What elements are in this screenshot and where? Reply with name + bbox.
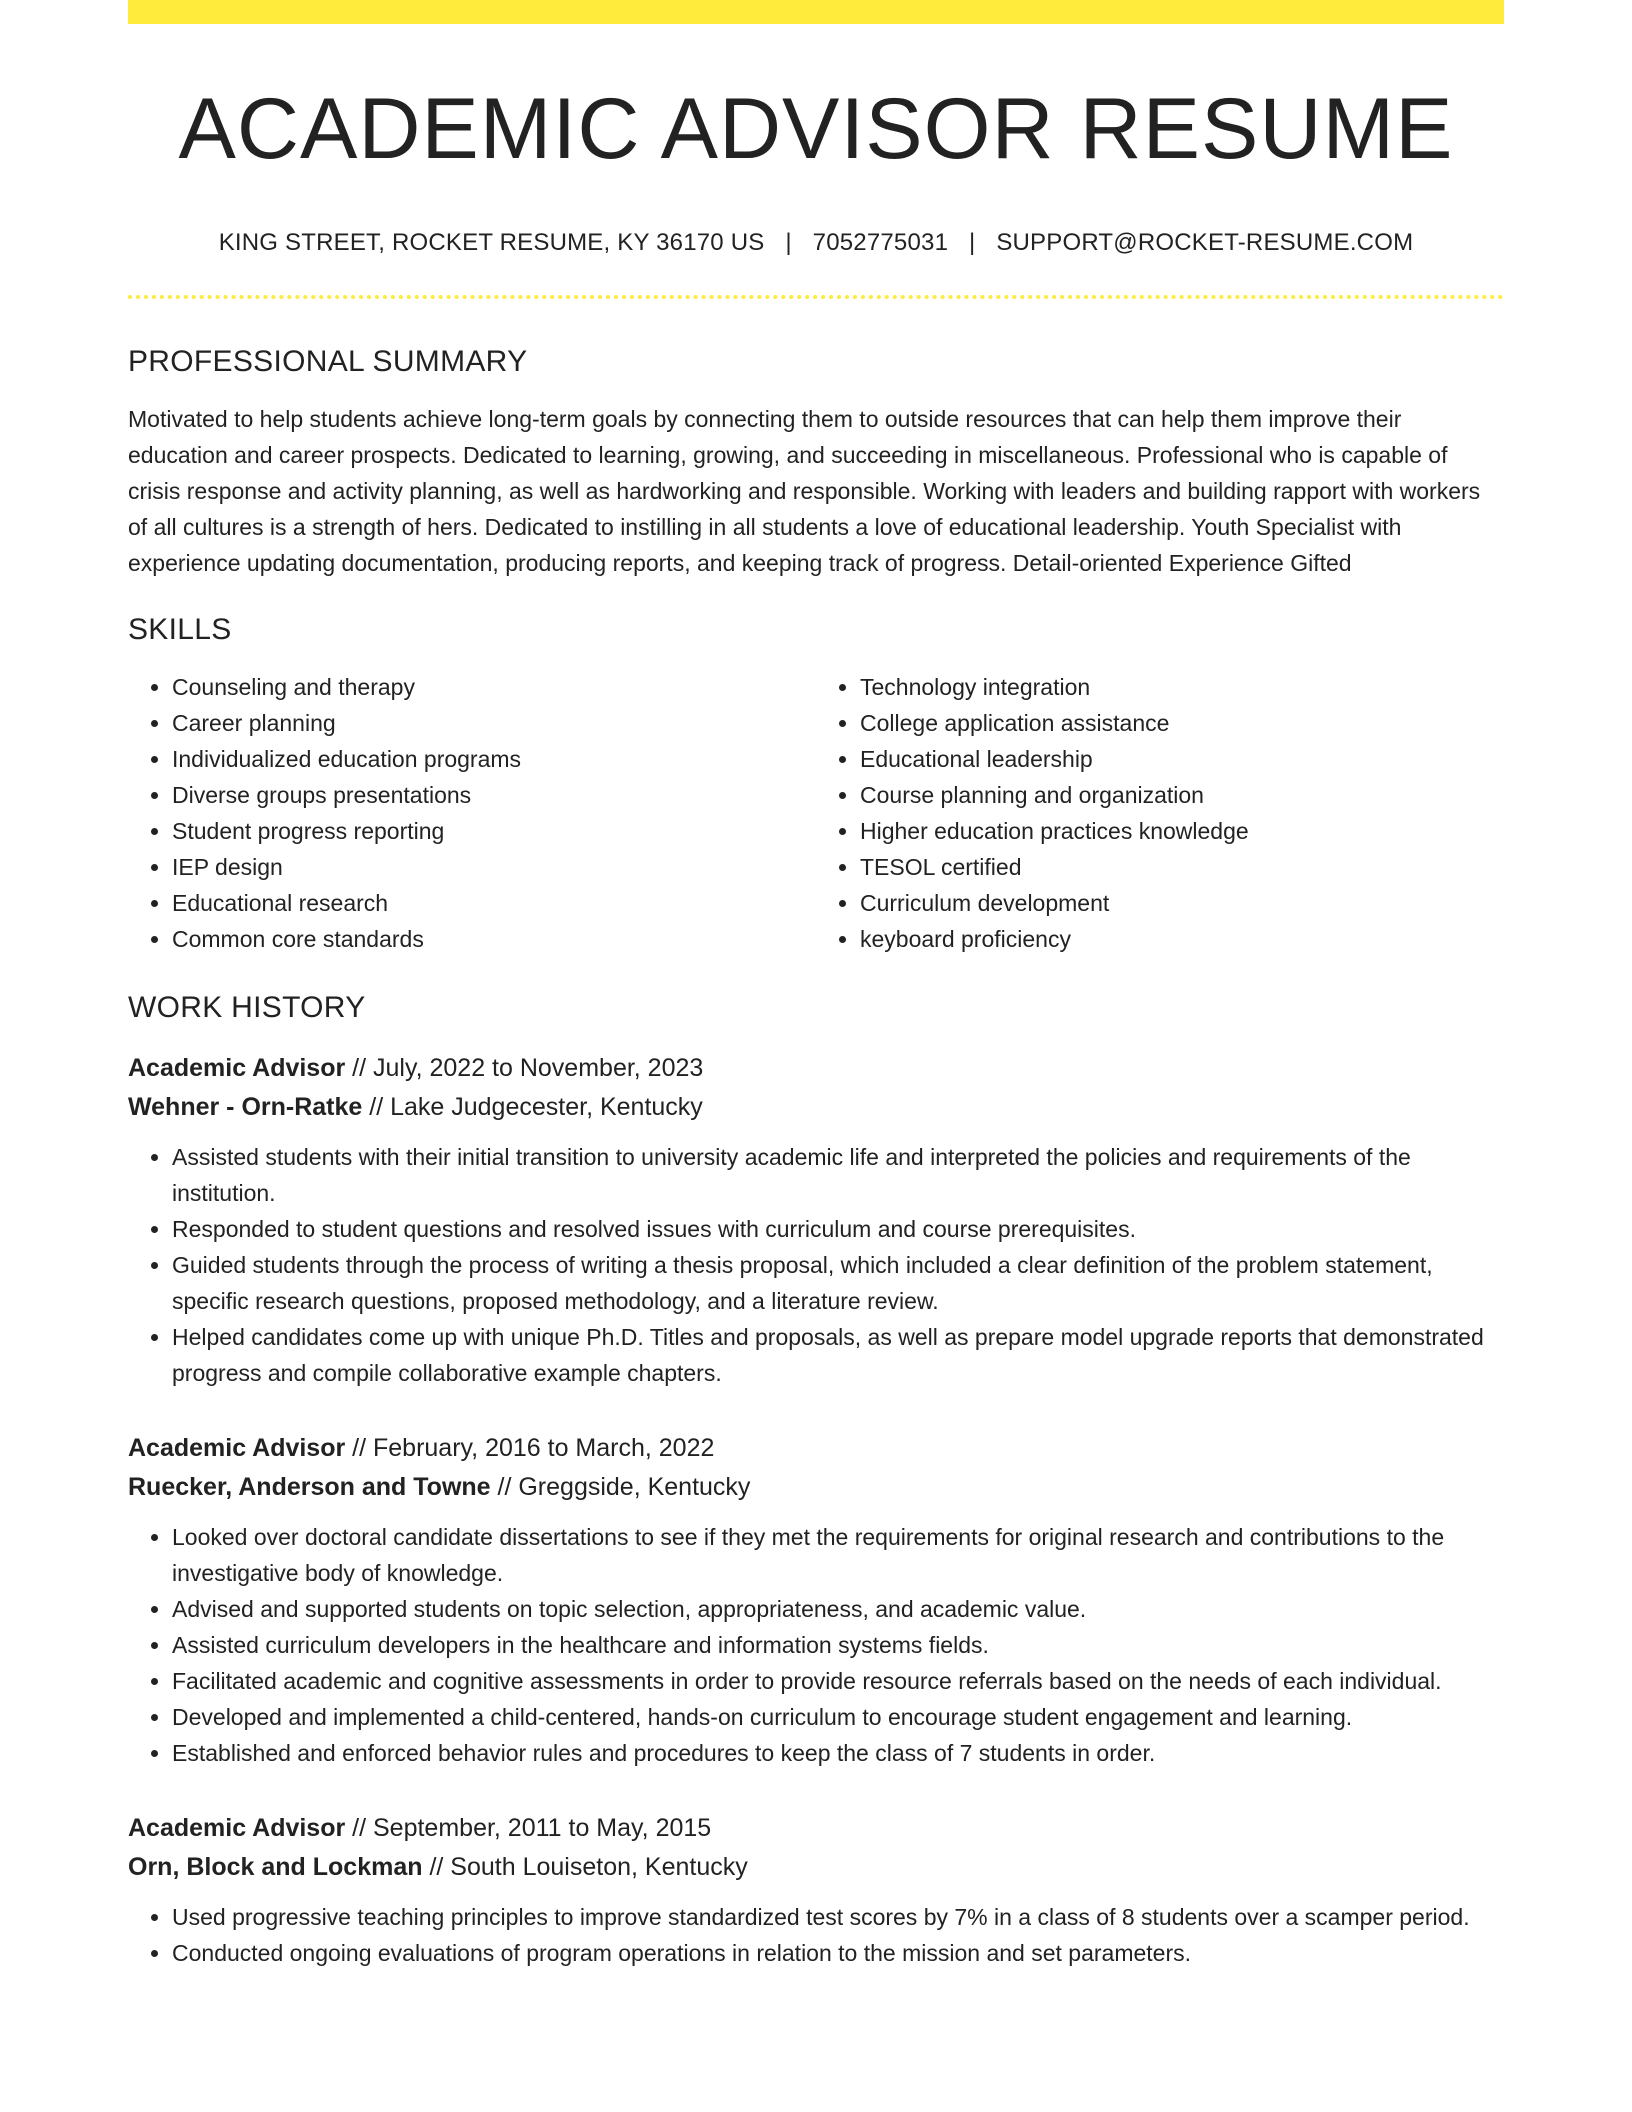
job-company-line [128, 1848, 1504, 1887]
job-list [128, 1049, 1504, 1971]
job-dates: // July, 2022 to November, 2023 [345, 1053, 704, 1082]
job-bullet: • Facilitated academic and cognitive assessments in order to provide resource referrals based on the needs of each individual. [172, 1663, 1504, 1699]
job-bullet: • Assisted students with their initial transition to university academic life and interpreted the policies and requirements of the institution. [172, 1139, 1504, 1211]
skill-item: • Student progress reporting [172, 813, 816, 849]
job-bullet: • Used progressive teaching principles to improve standardized test scores by 7% in a class of 8 students over a scamper period. [172, 1899, 1504, 1935]
job-title-line [128, 1049, 1504, 1088]
job-location: // Lake Judgecester, Kentucky [362, 1092, 703, 1121]
skill-item: • College application assistance [860, 705, 1504, 741]
skill-item: • Educational research [172, 885, 816, 921]
job-entry [128, 1049, 1504, 1391]
top-accent-bar [128, 0, 1504, 24]
skill-item: • keyboard proficiency [860, 921, 1504, 957]
job-entry [128, 1429, 1504, 1771]
job-entry [128, 1809, 1504, 1971]
work-history-section [128, 991, 1504, 1971]
skill-item: • Counseling and therapy [172, 669, 816, 705]
skill-item: • Curriculum development [860, 885, 1504, 921]
resume-title: ACADEMIC ADVISOR RESUME [178, 81, 1454, 177]
job-dates: // February, 2016 to March, 2022 [345, 1433, 715, 1462]
contact-line [128, 229, 1504, 257]
job-location: // Greggside, Kentucky [490, 1472, 751, 1501]
job-dates: // September, 2011 to May, 2015 [345, 1813, 712, 1842]
job-bullet: • Conducted ongoing evaluations of program operations in relation to the mission and set parameters. [172, 1935, 1504, 1971]
job-company: Wehner - Orn-Ratke [128, 1092, 363, 1121]
job-bullet: • Developed and implemented a child-centered, hands-on curriculum to encourage student engagement and learning. [172, 1699, 1504, 1735]
skill-item: • Educational leadership [860, 741, 1504, 777]
skill-item: • Diverse groups presentations [172, 777, 816, 813]
contact-separator: | [785, 228, 792, 256]
contact-address: KING STREET, ROCKET RESUME, KY 36170 US [218, 228, 765, 256]
job-location: // South Louiseton, Kentucky [422, 1852, 748, 1881]
skills-left-list [128, 669, 816, 957]
work-history-heading: WORK HISTORY [128, 990, 366, 1024]
job-role: Academic Advisor [128, 1433, 346, 1462]
job-bullet: • Guided students through the process of writing a thesis proposal, which included a clear definition of the problem statement, specific research questions, proposed methodology, and a literature review. [172, 1247, 1504, 1319]
job-bullet: • Advised and supported students on topic selection, appropriateness, and academic value. [172, 1591, 1504, 1627]
skill-item: • Technology integration [860, 669, 1504, 705]
contact-email: SUPPORT@ROCKET-RESUME.COM [996, 228, 1414, 256]
skills-columns [128, 669, 1504, 957]
job-title-line [128, 1809, 1504, 1848]
skill-item: • Common core standards [172, 921, 816, 957]
contact-phone: 7052775031 [812, 228, 949, 256]
skill-item: • Individualized education programs [172, 741, 816, 777]
skills-right-list [816, 669, 1504, 957]
summary-text: Motivated to help students achieve long-term goals by connecting them to outside resources that can help them improve their education and career prospects. Dedicated to learning, growing, and succeeding in miscellaneous. Professional who is capable of crisis response and activity planning, as well as hardworking and responsible. Working with leaders and building rapport with workers of all cultures is a strength of hers. Dedicated to instilling in all students a love of educational leadership. Youth Specialist with experience updating documentation, producing reports, and keeping track of progress. Detail-oriented Experience Gifted [128, 405, 1481, 576]
job-company: Ruecker, Anderson and Towne [128, 1472, 491, 1501]
skills-section [128, 613, 1504, 957]
job-bullet: • Responded to student questions and resolved issues with curriculum and course prerequisites. [172, 1211, 1504, 1247]
job-company-line [128, 1088, 1504, 1127]
job-role: Academic Advisor [128, 1813, 346, 1842]
skill-item: • Higher education practices knowledge [860, 813, 1504, 849]
dotted-divider [128, 295, 1504, 299]
skill-item: • Career planning [172, 705, 816, 741]
summary-section [128, 345, 1504, 581]
job-bullets [128, 1899, 1504, 1971]
job-title-line [128, 1429, 1504, 1468]
resume-page [128, 0, 1504, 1971]
job-bullets [128, 1139, 1504, 1391]
skills-heading: SKILLS [128, 612, 232, 646]
contact-separator: | [969, 228, 976, 256]
job-company-line [128, 1468, 1504, 1507]
job-bullet: • Assisted curriculum developers in the healthcare and information systems fields. [172, 1627, 1504, 1663]
job-bullet: • Looked over doctoral candidate dissertations to see if they met the requirements for original research and contributions to the investigative body of knowledge. [172, 1519, 1504, 1591]
skill-item: • TESOL certified [860, 849, 1504, 885]
job-company: Orn, Block and Lockman [128, 1852, 423, 1881]
job-bullets [128, 1519, 1504, 1771]
summary-heading: PROFESSIONAL SUMMARY [128, 344, 528, 378]
skill-item: • Course planning and organization [860, 777, 1504, 813]
skill-item: • IEP design [172, 849, 816, 885]
job-bullet: • Helped candidates come up with unique Ph.D. Titles and proposals, as well as prepare model upgrade reports that demonstrated progress and compile collaborative example chapters. [172, 1319, 1504, 1391]
job-bullet: • Established and enforced behavior rules and procedures to keep the class of 7 students in order. [172, 1735, 1504, 1771]
job-role: Academic Advisor [128, 1053, 346, 1082]
